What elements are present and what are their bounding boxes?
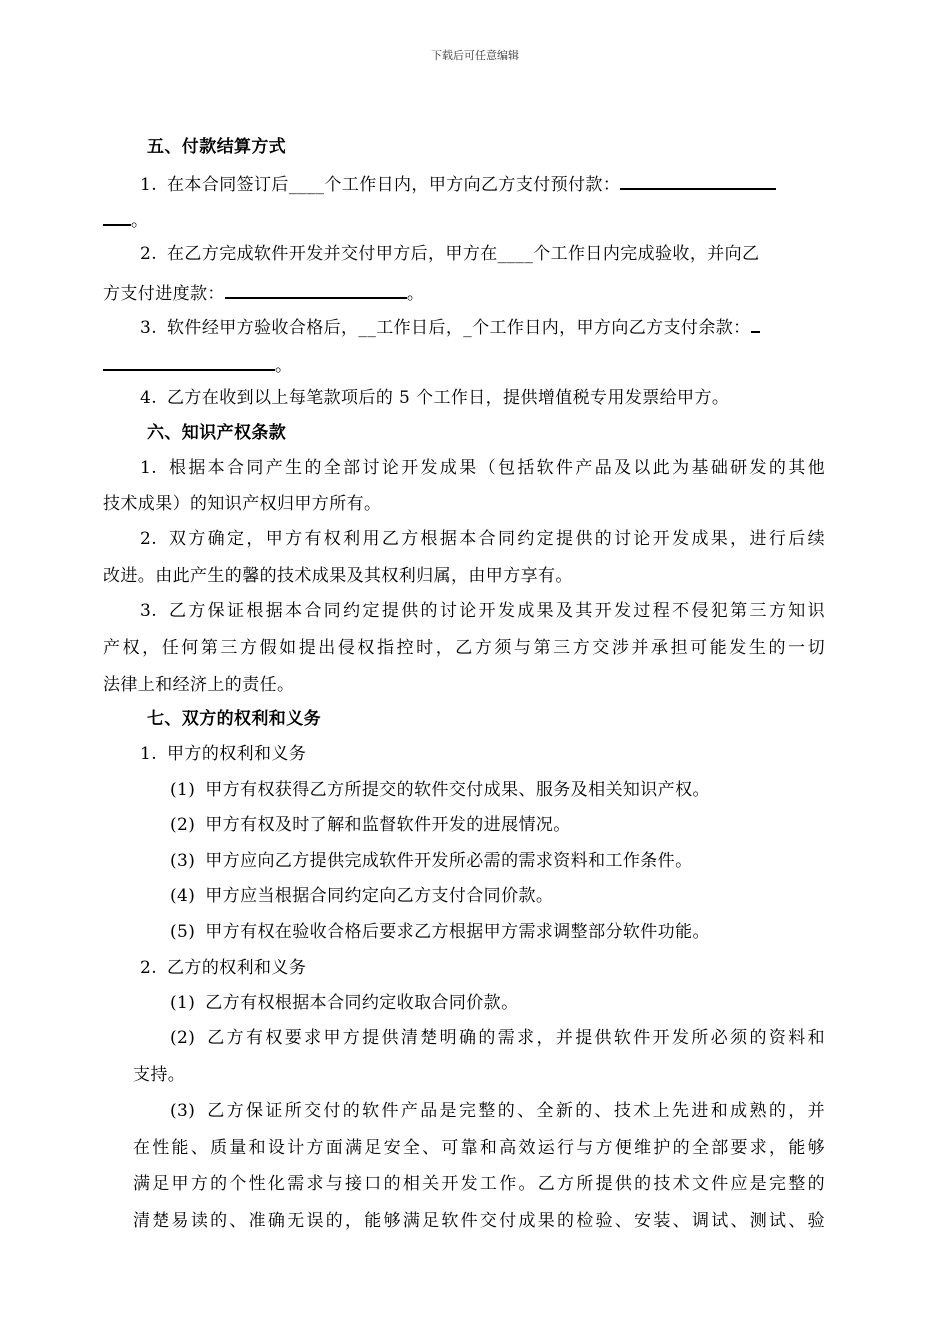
item-number: (3) bbox=[170, 1101, 196, 1121]
paragraph bbox=[140, 528, 825, 550]
paragraph bbox=[140, 387, 825, 409]
paragraph bbox=[140, 172, 830, 196]
list-item-cont: 满足甲方的个性化需求与接口的相关开发工作。乙方所提供的技术文件应是完整的 bbox=[133, 1174, 825, 1194]
item-number: 4. bbox=[140, 388, 158, 408]
item-number: 1. bbox=[140, 458, 158, 478]
list-item-text: 甲方应向乙方提供完成软件开发所必需的需求资料和工作条件。 bbox=[205, 851, 693, 871]
item-number: (4) bbox=[170, 886, 196, 906]
list-item-text: 甲方有权获得乙方所提交的软件交付成果、服务及相关知识产权。 bbox=[205, 780, 710, 800]
page-header: 下载后可任意编辑 bbox=[431, 49, 519, 62]
fill-blank bbox=[751, 315, 760, 333]
section-heading: 六、知识产权条款 bbox=[147, 423, 287, 443]
paragraph-cont bbox=[103, 353, 825, 377]
paragraph-text: 。 bbox=[275, 356, 293, 376]
item-number: (1) bbox=[170, 993, 196, 1013]
list-item-text: 甲方应当根据合同约定向乙方支付合同价款。 bbox=[205, 886, 554, 906]
list-item-text: 乙方有权根据本合同约定收取合同价款。 bbox=[205, 993, 519, 1013]
fill-blank bbox=[225, 281, 407, 299]
paragraph-cont bbox=[103, 208, 825, 232]
list-item-text: 甲方有权在验收合格后要求乙方根据甲方需求调整部分软件功能。 bbox=[205, 922, 710, 942]
paragraph bbox=[140, 600, 825, 622]
paragraph-text: 软件经甲方验收合格后，__工作日后，_个工作日内，甲方向乙方支付余款： bbox=[167, 318, 751, 338]
paragraph bbox=[140, 315, 830, 339]
list-item bbox=[170, 921, 825, 943]
paragraph-cont bbox=[103, 281, 825, 305]
fill-blank bbox=[103, 208, 131, 226]
subsection-heading bbox=[140, 957, 825, 979]
subsection-title: 甲方的权利和义务 bbox=[167, 744, 307, 764]
list-item bbox=[170, 992, 825, 1014]
item-number: (5) bbox=[170, 922, 196, 942]
paragraph bbox=[140, 243, 825, 265]
paragraph-text: 。 bbox=[406, 284, 425, 304]
list-item-text: 甲方有权及时了解和监督软件开发的进展情况。 bbox=[205, 815, 571, 835]
item-number: 3. bbox=[140, 318, 158, 338]
list-item bbox=[170, 1027, 825, 1049]
paragraph-cont: 改进。由此产生的馨的技术成果及其权利归属，由甲方享有。 bbox=[103, 566, 573, 586]
item-number: (2) bbox=[170, 815, 196, 835]
item-number: 2. bbox=[140, 244, 158, 264]
list-item bbox=[170, 814, 825, 836]
fill-blank bbox=[103, 353, 275, 371]
item-number: 1. bbox=[140, 175, 158, 195]
item-number: (3) bbox=[170, 851, 196, 871]
paragraph-text: 乙方保证根据本合同约定提供的讨论开发成果及其开发过程不侵犯第三方知识 bbox=[167, 601, 825, 621]
list-item-text: 乙方有权要求甲方提供清楚明确的需求，并提供软件开发所必须的资料和 bbox=[205, 1028, 825, 1048]
paragraph-text: 。 bbox=[131, 211, 149, 231]
list-item-cont: 支持。 bbox=[133, 1065, 186, 1085]
paragraph-text: 乙方在收到以上每笔款项后的 5 个工作日，提供增值税专用发票给甲方。 bbox=[167, 388, 730, 408]
paragraph-text: 方支付进度款： bbox=[103, 284, 225, 304]
section-heading: 五、付款结算方式 bbox=[147, 137, 287, 157]
item-number: (1) bbox=[170, 780, 196, 800]
list-item bbox=[170, 885, 825, 907]
paragraph bbox=[140, 457, 825, 479]
paragraph-cont: 技术成果）的知识产权归甲方所有。 bbox=[103, 494, 382, 514]
list-item-cont: 清楚易读的、准确无误的，能够满足软件交付成果的检验、安装、调试、测试、验 bbox=[133, 1211, 825, 1231]
list-item-cont: 在性能、质量和设计方面满足安全、可靠和高效运行与方便维护的全部要求，能够 bbox=[133, 1138, 825, 1158]
item-number: 2. bbox=[140, 529, 158, 549]
list-item bbox=[170, 779, 825, 801]
paragraph-text: 在乙方完成软件开发并交付甲方后，甲方在____个工作日内完成验收，并向乙 bbox=[167, 244, 760, 264]
subsection-title: 乙方的权利和义务 bbox=[167, 958, 307, 978]
paragraph-cont: 产权，任何第三方假如提出侵权指控时，乙方须与第三方交涉并承担可能发生的一切 bbox=[103, 638, 825, 658]
subsection-heading bbox=[140, 743, 825, 765]
paragraph-text: 根据本合同产生的全部讨论开发成果（包括软件产品及以此为基础研发的其他 bbox=[167, 458, 825, 478]
item-number: 1. bbox=[140, 744, 158, 764]
item-number: 2. bbox=[140, 958, 158, 978]
item-number: (2) bbox=[170, 1028, 196, 1048]
list-item-text: 乙方保证所交付的软件产品是完整的、全新的、技术上先进和成熟的，并 bbox=[205, 1101, 825, 1121]
paragraph-cont: 法律上和经济上的责任。 bbox=[103, 675, 295, 695]
paragraph-text: 在本合同签订后____个工作日内，甲方向乙方支付预付款： bbox=[167, 175, 621, 195]
list-item bbox=[170, 1100, 825, 1122]
paragraph-text: 双方确定，甲方有权利用乙方根据本合同约定提供的讨论开发成果，进行后续 bbox=[167, 529, 825, 549]
fill-blank bbox=[620, 172, 776, 190]
section-heading: 七、双方的权利和义务 bbox=[147, 709, 321, 729]
item-number: 3. bbox=[140, 601, 158, 621]
list-item bbox=[170, 850, 825, 872]
